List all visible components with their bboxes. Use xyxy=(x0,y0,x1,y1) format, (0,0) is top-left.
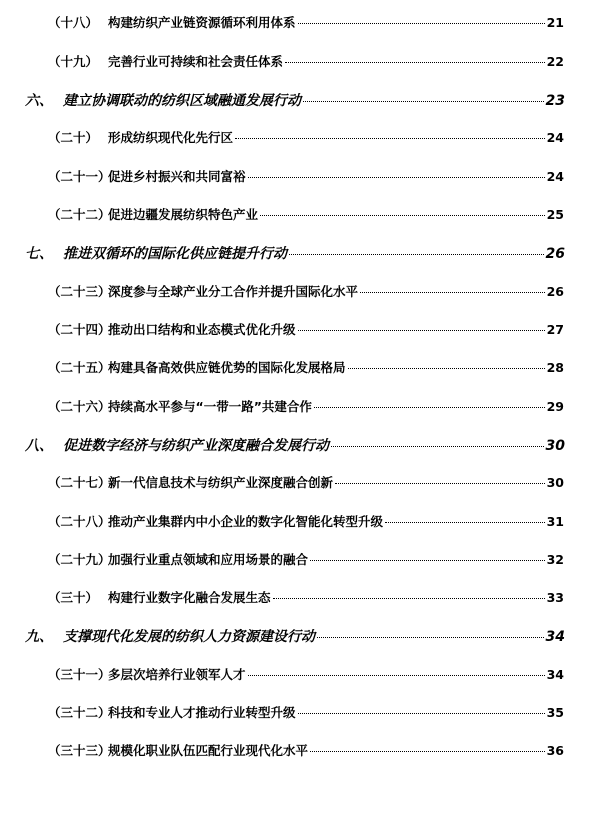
toc-entry[interactable] xyxy=(48,13,564,31)
dot-leader xyxy=(260,215,545,216)
toc-section[interactable] xyxy=(25,626,565,646)
toc-entry-title: 促进乡村振兴和共同富裕 xyxy=(108,169,246,184)
toc-section-title: 支撑现代化发展的纺织人力资源建设行动 xyxy=(63,629,315,645)
toc-entry-title: 构建具备高效供应链优势的国际化发展格局 xyxy=(108,360,346,375)
toc-entry-number: （二十一） xyxy=(48,169,111,184)
toc-entry-title: 推动出口结构和业态模式优化升级 xyxy=(108,322,296,337)
dot-leader xyxy=(360,292,545,293)
toc-entry-title: 规模化职业队伍匹配行业现代化水平 xyxy=(108,743,309,758)
toc-section-title: 推进双循环的国际化供应链提升行动 xyxy=(63,246,287,262)
toc-entry-page: 26 xyxy=(546,284,564,299)
toc-entry-title: 构建行业数字化融合发展生态 xyxy=(108,590,271,605)
toc-entry-title: 形成纺织现代化先行区 xyxy=(108,130,234,145)
dot-leader xyxy=(273,598,545,599)
dot-leader xyxy=(317,637,544,638)
toc-section-number: 八、 xyxy=(25,438,53,454)
toc-entry[interactable] xyxy=(48,741,564,759)
toc-entry-title: 持续高水平参与“一带一路”共建合作 xyxy=(108,399,312,414)
toc-entry-title: 多层次培养行业领军人才 xyxy=(108,667,246,682)
toc-entry-number: （二十四） xyxy=(48,322,111,337)
toc-entry-page: 31 xyxy=(546,514,564,529)
toc-entry-number: （十八） xyxy=(48,15,99,30)
toc-entry-number: （三十二） xyxy=(48,705,111,720)
dot-leader xyxy=(303,101,544,102)
toc-section-page: 23 xyxy=(545,93,565,109)
toc-section-title: 促进数字经济与纺织产业深度融合发展行动 xyxy=(63,438,329,454)
toc-entry-number: （二十八） xyxy=(48,514,111,529)
dot-leader xyxy=(248,675,545,676)
dot-leader xyxy=(348,368,545,369)
toc-section-page: 26 xyxy=(545,246,565,262)
toc-section-number: 七、 xyxy=(25,246,53,262)
toc-entry-title: 促进边疆发展纺织特色产业 xyxy=(108,207,259,222)
toc-entry[interactable] xyxy=(48,167,564,185)
toc-entry-number: （二十三） xyxy=(48,284,111,299)
toc-entry[interactable] xyxy=(48,320,564,338)
toc-entry-number: （二十五） xyxy=(48,360,111,375)
toc-entry-number: （二十七） xyxy=(48,475,111,490)
toc-section[interactable] xyxy=(25,90,565,110)
dot-leader xyxy=(335,483,545,484)
toc-entry-page: 22 xyxy=(546,54,564,69)
toc-entry-title: 新一代信息技术与纺织产业深度融合创新 xyxy=(108,475,334,490)
toc-section-number: 九、 xyxy=(25,629,53,645)
toc-entry[interactable] xyxy=(48,588,564,606)
dot-leader xyxy=(248,177,545,178)
toc-entry[interactable] xyxy=(48,665,564,683)
toc-entry-page: 35 xyxy=(546,705,564,720)
dot-leader xyxy=(385,522,545,523)
dot-leader xyxy=(331,446,544,447)
toc-entry-title: 推动产业集群内中小企业的数字化智能化转型升级 xyxy=(108,514,384,529)
toc-entry-number: （二十二） xyxy=(48,207,111,222)
toc-entry-page: 30 xyxy=(546,475,564,490)
toc-entry[interactable] xyxy=(48,703,564,721)
toc-entry[interactable] xyxy=(48,473,564,491)
toc-entry-title: 深度参与全球产业分工合作并提升国际化水平 xyxy=(108,284,359,299)
toc-entry[interactable] xyxy=(48,512,564,530)
toc-entry-page: 24 xyxy=(546,169,564,184)
toc-entry[interactable] xyxy=(48,205,564,223)
toc-entry[interactable] xyxy=(48,397,564,415)
toc-entry-number: （三十三） xyxy=(48,743,111,758)
toc-entry-title: 加强行业重点领域和应用场景的融合 xyxy=(108,552,309,567)
dot-leader xyxy=(298,713,545,714)
toc-section-title: 建立协调联动的纺织区域融通发展行动 xyxy=(63,93,301,109)
toc-entry[interactable] xyxy=(48,52,564,70)
toc-entry-page: 28 xyxy=(546,360,564,375)
dot-leader xyxy=(310,751,545,752)
toc-entry-number: （二十九） xyxy=(48,552,111,567)
toc-entry-title: 构建纺织产业链资源循环利用体系 xyxy=(108,15,296,30)
toc-entry[interactable] xyxy=(48,358,564,376)
toc-entry-number: （二十六） xyxy=(48,399,111,414)
toc-entry-page: 24 xyxy=(546,130,564,145)
dot-leader xyxy=(235,138,545,139)
toc-entry-page: 25 xyxy=(546,207,564,222)
toc-section-page: 34 xyxy=(545,629,565,645)
dot-leader xyxy=(289,254,544,255)
dot-leader xyxy=(314,407,545,408)
toc-entry-number: （三十） xyxy=(48,590,99,605)
toc-entry[interactable] xyxy=(48,282,564,300)
toc-entry-number: （十九） xyxy=(48,54,99,69)
toc-entry-page: 32 xyxy=(546,552,564,567)
toc-entry-page: 29 xyxy=(546,399,564,414)
toc-entry-number: （二十） xyxy=(48,130,99,145)
toc-entry-page: 27 xyxy=(546,322,564,337)
dot-leader xyxy=(285,62,545,63)
dot-leader xyxy=(298,23,545,24)
toc-entry-number: （三十一） xyxy=(48,667,111,682)
dot-leader xyxy=(310,560,545,561)
toc-section-page: 30 xyxy=(545,438,565,454)
toc-entry-page: 36 xyxy=(546,743,564,758)
toc-entry-page: 33 xyxy=(546,590,564,605)
toc-section-number: 六、 xyxy=(25,93,53,109)
toc-entry-title: 完善行业可持续和社会责任体系 xyxy=(108,54,284,69)
toc-section[interactable] xyxy=(25,435,565,455)
toc-entry[interactable] xyxy=(48,128,564,146)
toc-section[interactable] xyxy=(25,243,565,263)
toc-entry-page: 34 xyxy=(546,667,564,682)
toc-entry[interactable] xyxy=(48,550,564,568)
toc-entry-page: 21 xyxy=(546,15,564,30)
toc-entry-title: 科技和专业人才推动行业转型升级 xyxy=(108,705,296,720)
dot-leader xyxy=(298,330,545,331)
